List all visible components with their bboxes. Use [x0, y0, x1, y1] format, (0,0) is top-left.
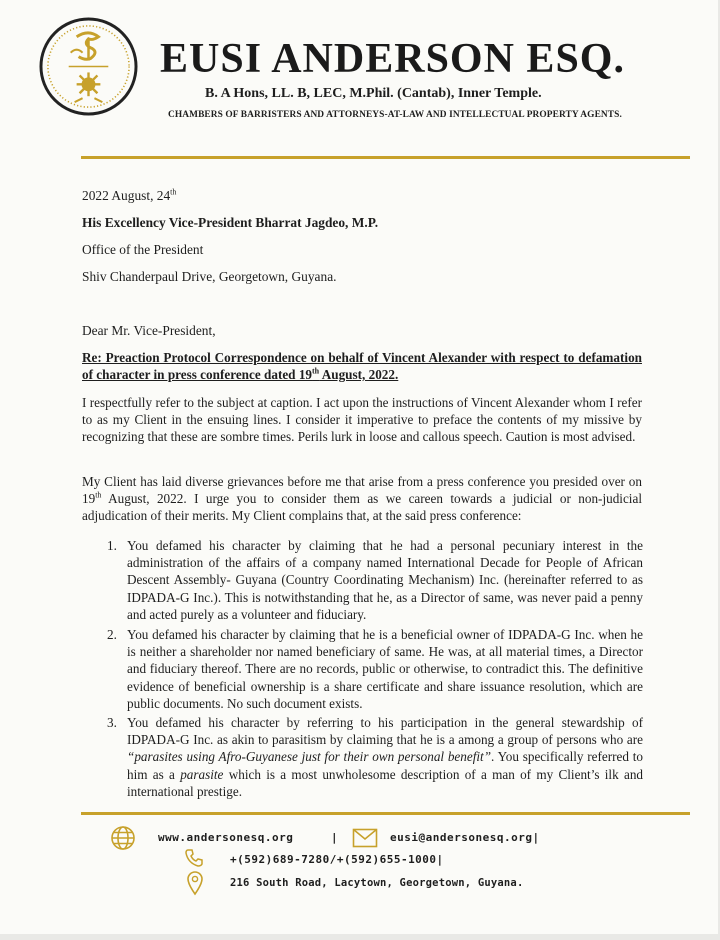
list-item-number: 1. [107, 538, 117, 553]
list-item-text: You defamed his character by claiming that he is a beneficial owner of IDPADA-G Inc. when he is neither a shareholder nor named beneficiary of same. He was, at all material times, a Director and fiduciary thereof. There are no records, public or otherwise, to contradict this. The definitive evidence of beneficial ownership is a share certificate and share issuance resolution, which are public documents. No such document exists. [127, 627, 643, 711]
location-pin-icon [186, 870, 204, 896]
list-item-number: 3. [107, 715, 117, 730]
list-item-text: You defamed his character by claiming that he had a personal pecuniary interest in the administration of the affairs of a company named International Decade for People of African Descent Assembly- Guyana (Country Coordinating Mechanism) Inc. (hereinafter referred to as IDPADA-G Inc.). This is notwithstanding that he, as a Director of same, was never paid a penny and acted purely as a volunteer and fiduciary. [127, 538, 643, 622]
paragraph-1: I respectfully refer to the subject at caption. I act upon the instructions of Vincent Alexander whom I refer to as my Client in the ensuing lines. I consider it imperative to preface the contents of my missive by recognizing that these are sombre times. Perils lurk in loose and callous speech. Caution is most advised. [82, 395, 642, 445]
firm-qualifications: B. A Hons, LL. B, LEC, M.Phil. (Cantab), Inner Temple. [205, 86, 542, 101]
list-item-number: 2. [107, 627, 117, 642]
footer-divider [81, 812, 690, 815]
list-item [107, 537, 643, 623]
footer-address: 216 South Road, Lacytown, Georgetown, Guyana. [230, 877, 524, 889]
chambers-logo [39, 17, 138, 116]
recipient-office: Office of the President [82, 242, 204, 257]
phone-icon [184, 848, 204, 868]
salutation: Dear Mr. Vice-President, [82, 323, 216, 338]
letter-date: 2022 August, 24th [82, 187, 177, 203]
footer-separator: | [331, 831, 339, 844]
paragraph-2: My Client has laid diverse grievances before me that arise from a press conference you presided over on 19th August, 2022. I urge you to consider them as we careen towards a judicial or non-judicial adjudication of their merits. My Client complains that, at the said press conference: [82, 474, 642, 524]
header-divider [81, 156, 690, 159]
globe-icon [110, 825, 136, 851]
recipient-address: Shiv Chanderpaul Drive, Georgetown, Guyana. [82, 269, 337, 284]
envelope-icon [352, 828, 378, 848]
list-item [107, 626, 643, 712]
firm-name: EUSI ANDERSON ESQ. [160, 36, 625, 82]
list-item [107, 714, 643, 800]
subject-line: Re: Preaction Protocol Correspondence on behalf of Vincent Alexander with respect to defamation of character in press conference dated 19th August, 2022. [82, 350, 642, 383]
recipient-name: His Excellency Vice-President Bharrat Jagdeo, M.P. [82, 215, 379, 230]
footer-website[interactable]: www.andersonesq.org [158, 831, 294, 844]
list-item-text: You defamed his character by referring to his participation in the general stewardship of IDPADA-G Inc. as akin to parasitism by claiming that he is a among a group of persons who are “parasites using Afro-Guyanese just for their own personal benefit”. You specifically referred to him as a parasite which is a most unwholesome description of a man of my Client’s ilk and international prestige. [127, 715, 644, 799]
footer-phone: +(592)689-7280/+(592)655-1000| [230, 853, 444, 866]
firm-chambers-line: CHAMBERS OF BARRISTERS AND ATTORNEYS-AT-LAW AND INTELLECTUAL PROPERTY AGENTS. [168, 110, 622, 120]
footer-email[interactable]: eusi@andersonesq.org| [390, 831, 540, 844]
